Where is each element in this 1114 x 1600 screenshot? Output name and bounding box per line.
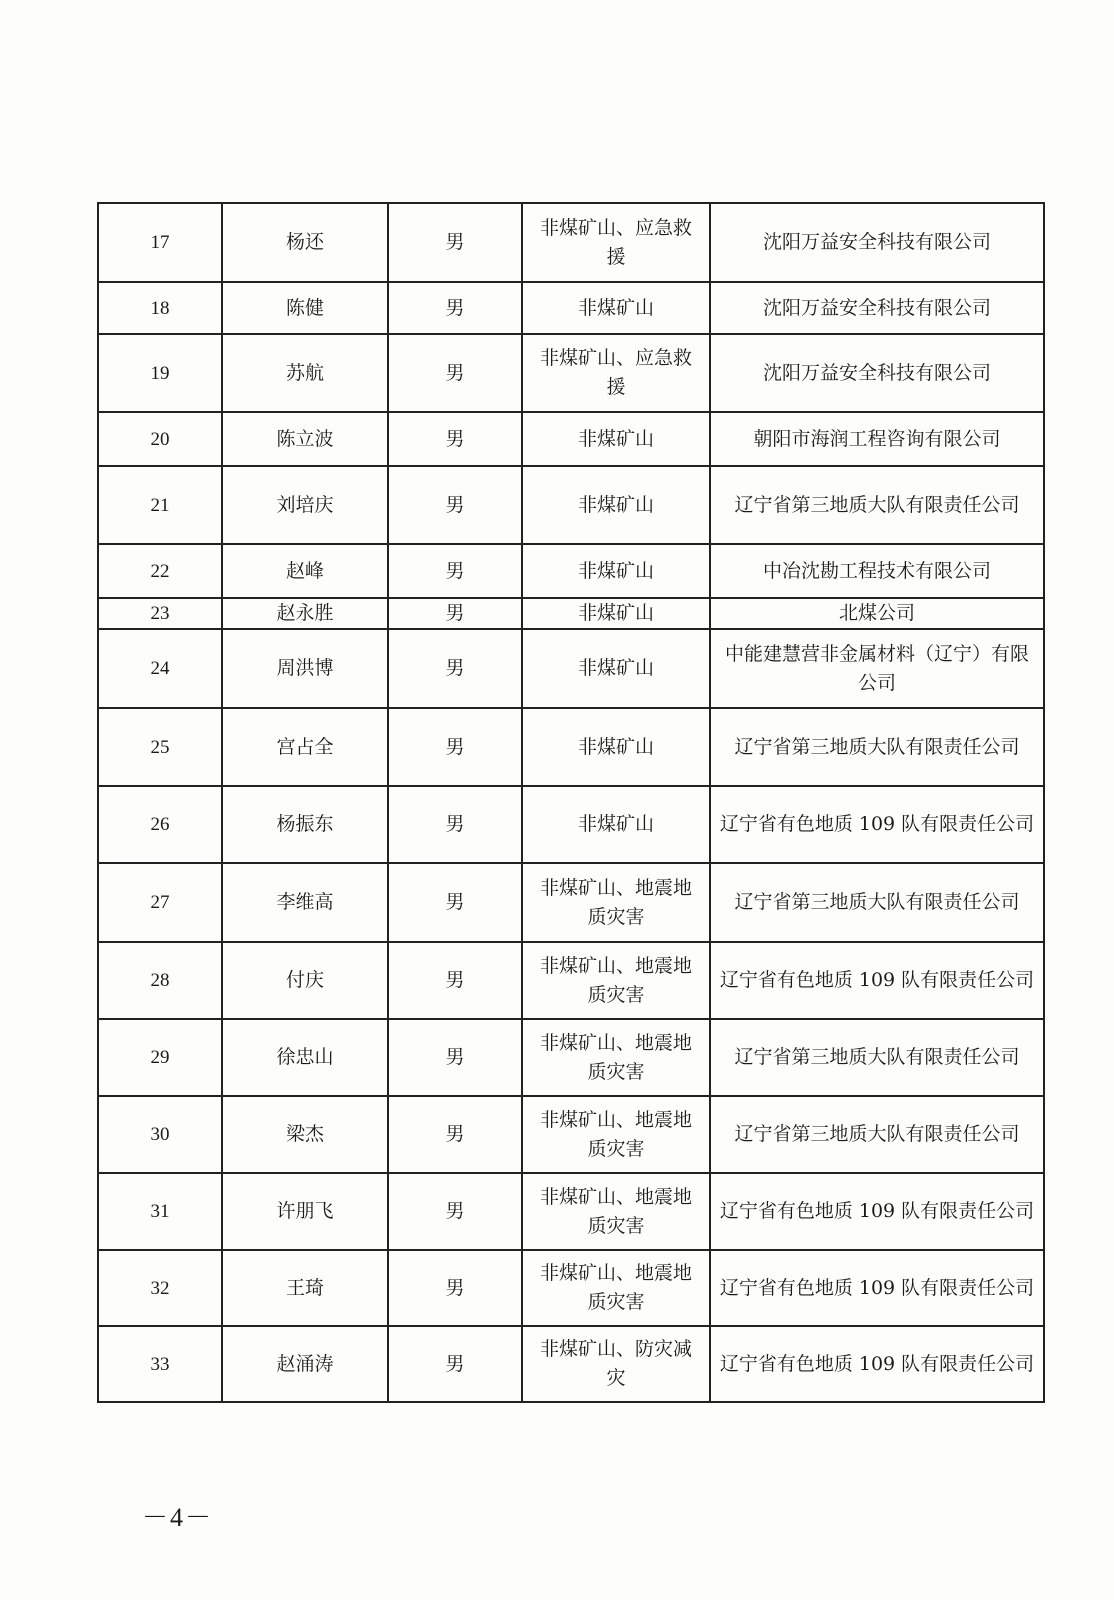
cell-number: 21 [98,466,222,544]
table-row [98,282,1044,334]
table-row [98,466,1044,544]
cell-field: 非煤矿山 [522,629,710,708]
cell-gender: 男 [388,282,522,334]
cell-company: 辽宁省第三地质大队有限责任公司 [710,708,1044,786]
cell-number: 33 [98,1326,222,1402]
cell-gender: 男 [388,334,522,412]
cell-number: 17 [98,203,222,282]
cell-company: 辽宁省有色地质 109 队有限责任公司 [710,1250,1044,1326]
cell-field: 非煤矿山 [522,708,710,786]
table-row [98,629,1044,708]
table-row [98,544,1044,598]
cell-name: 杨振东 [222,786,388,863]
table-row [98,1173,1044,1250]
cell-gender: 男 [388,942,522,1019]
table-row [98,863,1044,942]
cell-field: 非煤矿山、应急救援 [522,334,710,412]
cell-gender: 男 [388,544,522,598]
cell-gender: 男 [388,1173,522,1250]
cell-number: 30 [98,1096,222,1173]
cell-company: 辽宁省有色地质 109 队有限责任公司 [710,1326,1044,1402]
cell-gender: 男 [388,1019,522,1096]
cell-name: 陈立波 [222,412,388,466]
cell-company: 辽宁省有色地质 109 队有限责任公司 [710,1173,1044,1250]
cell-company: 北煤公司 [710,598,1044,629]
cell-gender: 男 [388,1096,522,1173]
cell-name: 徐忠山 [222,1019,388,1096]
cell-field: 非煤矿山、地震地质灾害 [522,1019,710,1096]
page-number: －4－ [142,1503,214,1532]
cell-company: 辽宁省第三地质大队有限责任公司 [710,1019,1044,1096]
cell-number: 29 [98,1019,222,1096]
cell-number: 24 [98,629,222,708]
cell-name: 杨还 [222,203,388,282]
cell-company: 中冶沈勘工程技术有限公司 [710,544,1044,598]
table-row [98,1326,1044,1402]
cell-gender: 男 [388,412,522,466]
table-row [98,1096,1044,1173]
cell-field: 非煤矿山 [522,282,710,334]
cell-name: 周洪博 [222,629,388,708]
cell-field: 非煤矿山 [522,598,710,629]
cell-gender: 男 [388,863,522,942]
cell-gender: 男 [388,786,522,863]
cell-field: 非煤矿山 [522,466,710,544]
cell-number: 27 [98,863,222,942]
cell-number: 28 [98,942,222,1019]
cell-field: 非煤矿山、地震地质灾害 [522,1096,710,1173]
cell-company: 沈阳万益安全科技有限公司 [710,334,1044,412]
cell-name: 赵峰 [222,544,388,598]
cell-company: 中能建慧营非金属材料（辽宁）有限公司 [710,629,1044,708]
table-row [98,708,1044,786]
cell-number: 31 [98,1173,222,1250]
cell-gender: 男 [388,1250,522,1326]
cell-number: 26 [98,786,222,863]
cell-company: 辽宁省第三地质大队有限责任公司 [710,466,1044,544]
cell-company: 朝阳市海润工程咨询有限公司 [710,412,1044,466]
table-row [98,203,1044,282]
cell-name: 付庆 [222,942,388,1019]
cell-gender: 男 [388,708,522,786]
cell-number: 20 [98,412,222,466]
cell-company: 辽宁省有色地质 109 队有限责任公司 [710,786,1044,863]
cell-name: 宫占全 [222,708,388,786]
cell-field: 非煤矿山、地震地质灾害 [522,1173,710,1250]
cell-field: 非煤矿山 [522,412,710,466]
cell-gender: 男 [388,466,522,544]
cell-number: 32 [98,1250,222,1326]
cell-gender: 男 [388,629,522,708]
cell-field: 非煤矿山、地震地质灾害 [522,942,710,1019]
cell-company: 沈阳万益安全科技有限公司 [710,282,1044,334]
cell-name: 苏航 [222,334,388,412]
table-row [98,942,1044,1019]
table-row [98,1019,1044,1096]
cell-number: 19 [98,334,222,412]
cell-number: 22 [98,544,222,598]
cell-number: 18 [98,282,222,334]
cell-gender: 男 [388,203,522,282]
cell-gender: 男 [388,598,522,629]
cell-company: 沈阳万益安全科技有限公司 [710,203,1044,282]
expert-roster-table [97,202,1045,1403]
table-row [98,1250,1044,1326]
cell-name: 王琦 [222,1250,388,1326]
cell-field: 非煤矿山、应急救援 [522,203,710,282]
cell-name: 赵涌涛 [222,1326,388,1402]
table-row [98,412,1044,466]
cell-name: 陈健 [222,282,388,334]
cell-company: 辽宁省第三地质大队有限责任公司 [710,1096,1044,1173]
cell-name: 李维高 [222,863,388,942]
roster-body [98,203,1044,1402]
cell-name: 梁杰 [222,1096,388,1173]
cell-field: 非煤矿山 [522,786,710,863]
cell-name: 赵永胜 [222,598,388,629]
cell-number: 25 [98,708,222,786]
cell-field: 非煤矿山、防灾减灾 [522,1326,710,1402]
cell-gender: 男 [388,1326,522,1402]
cell-number: 23 [98,598,222,629]
cell-field: 非煤矿山、地震地质灾害 [522,1250,710,1326]
cell-company: 辽宁省第三地质大队有限责任公司 [710,863,1044,942]
cell-field: 非煤矿山 [522,544,710,598]
table-row [98,334,1044,412]
table-row [98,786,1044,863]
cell-company: 辽宁省有色地质 109 队有限责任公司 [710,942,1044,1019]
cell-name: 刘培庆 [222,466,388,544]
cell-name: 许朋飞 [222,1173,388,1250]
table-row [98,598,1044,629]
cell-field: 非煤矿山、地震地质灾害 [522,863,710,942]
